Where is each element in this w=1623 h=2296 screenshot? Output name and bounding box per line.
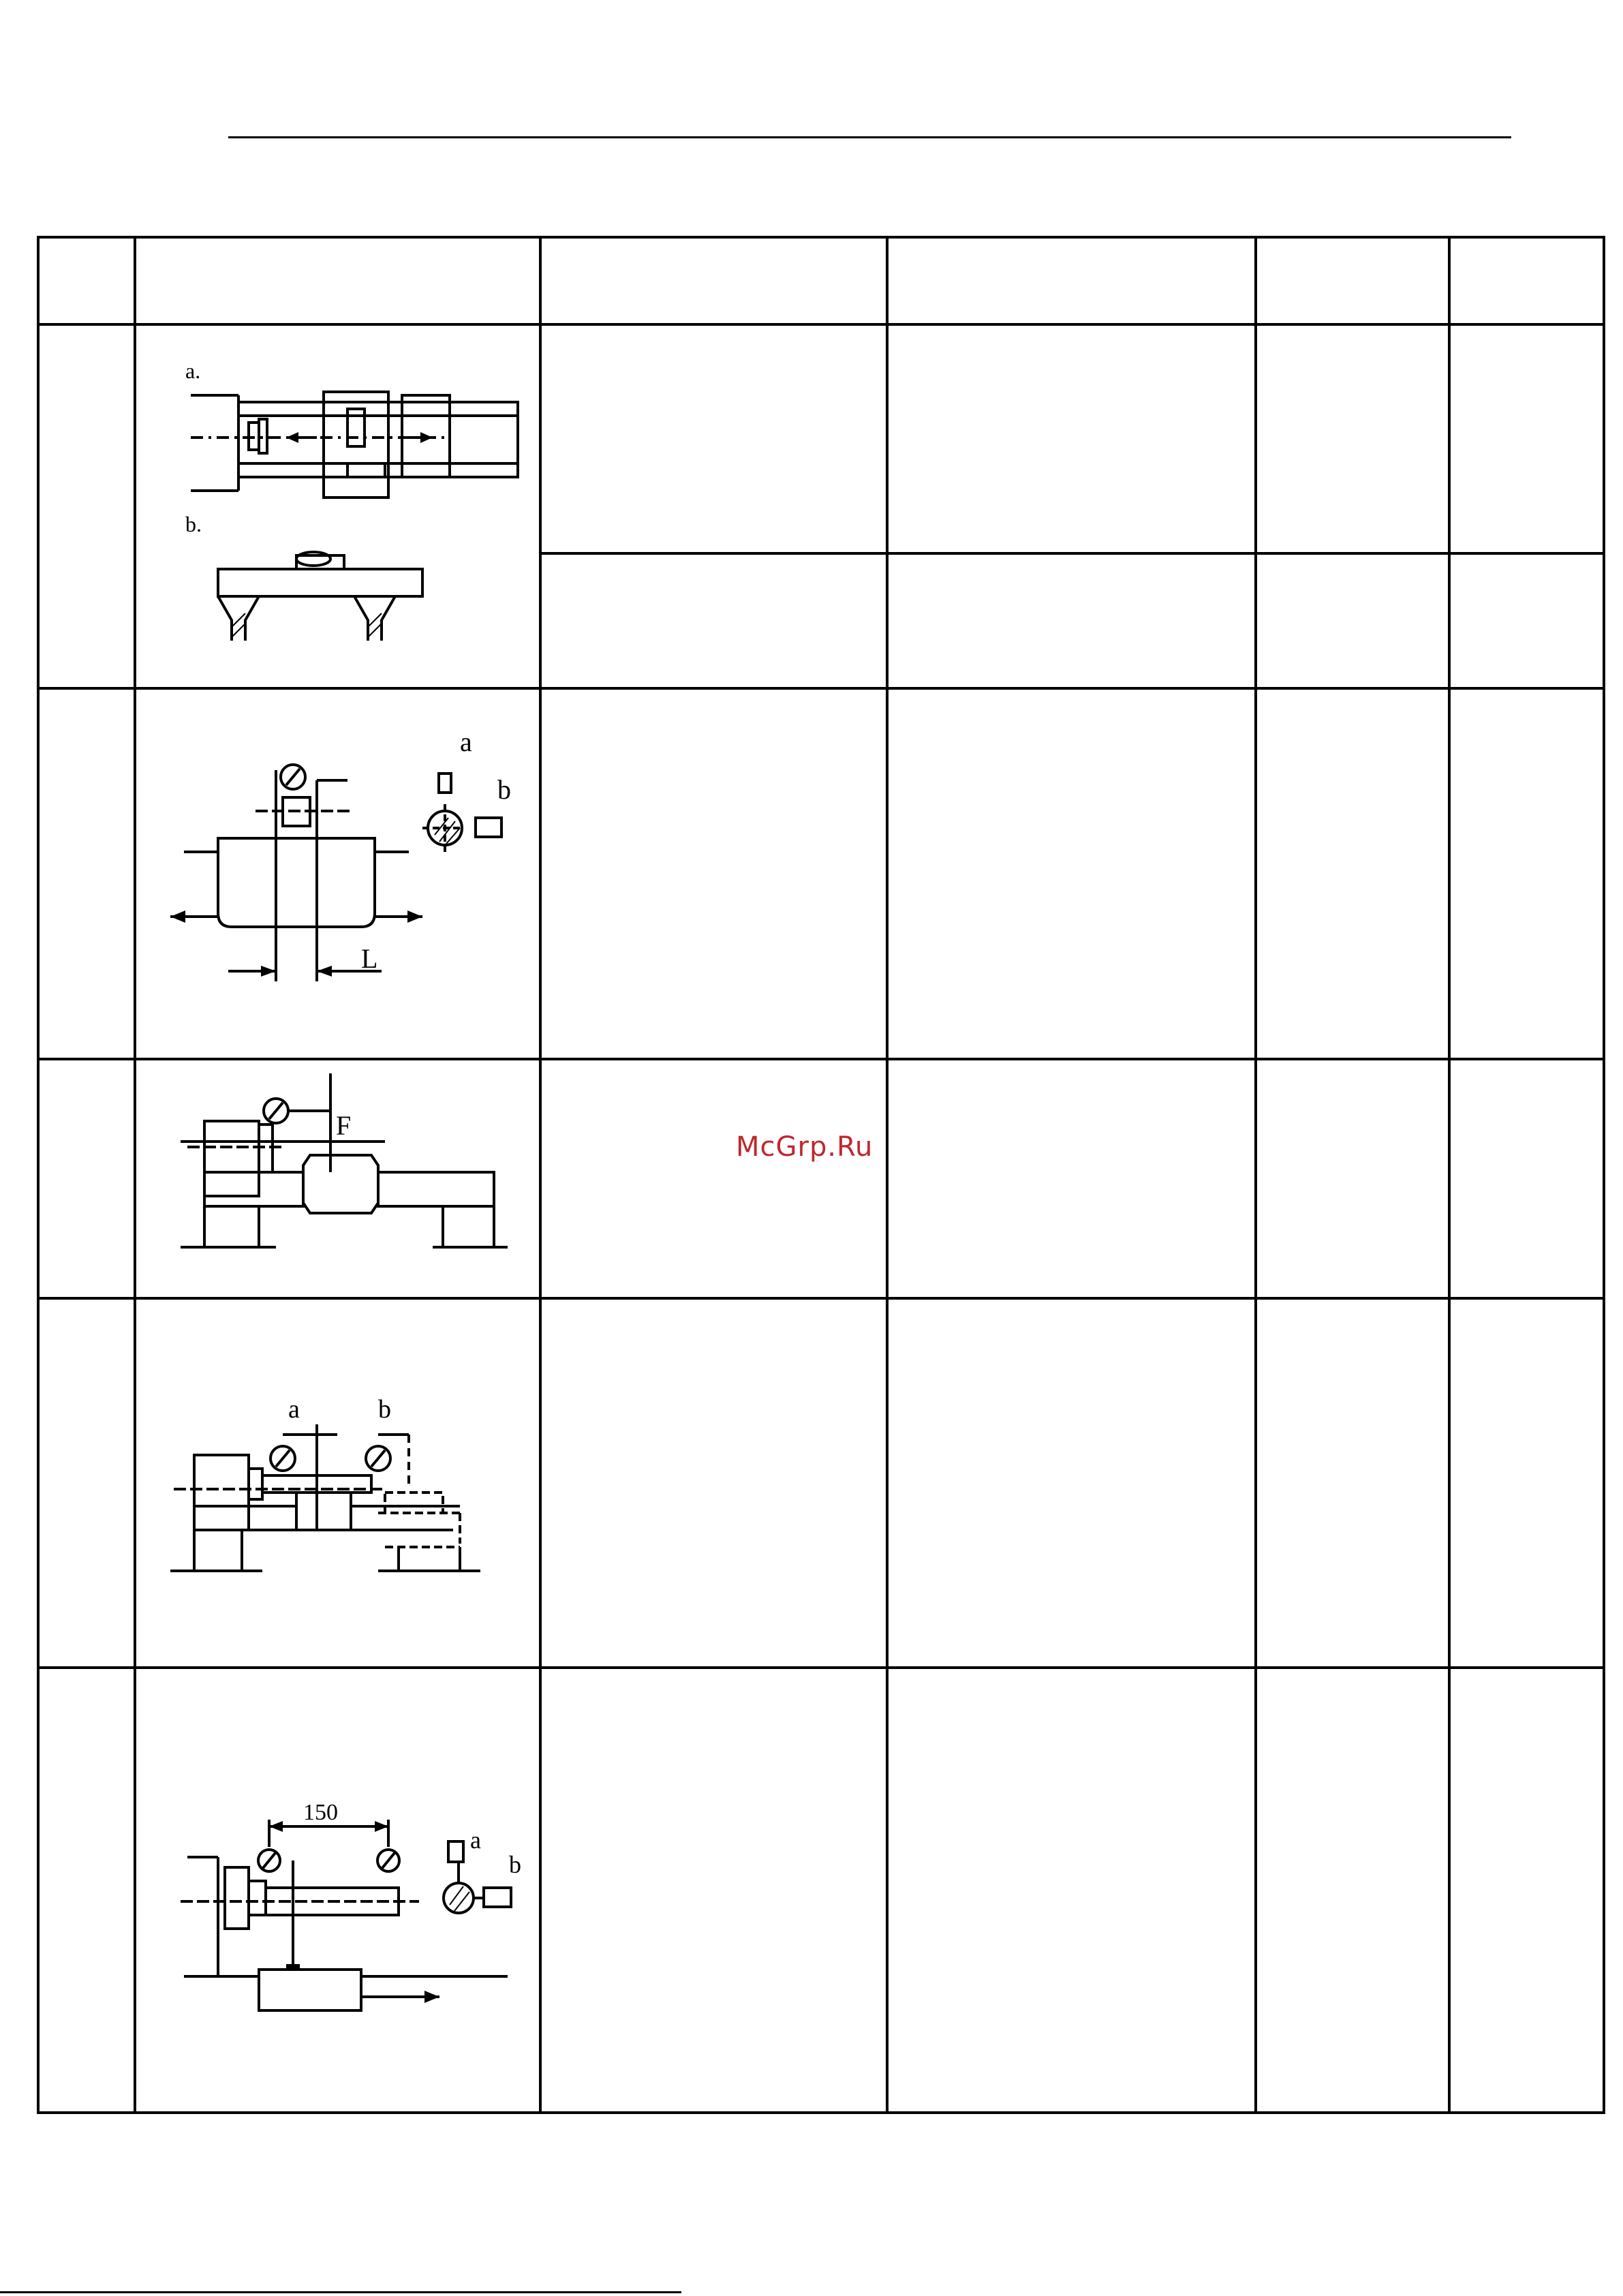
watermark: McGrp.Ru (736, 1131, 874, 1163)
figure-row3-label-F: F (336, 1110, 352, 1141)
figure-row4-label-b: b (378, 1395, 391, 1424)
figure-row5-dim-label: 150 (303, 1800, 338, 1825)
figure-row1-label-b: b. (185, 512, 202, 536)
figure-row2-label-a: a (460, 726, 472, 757)
figure-row2-label-b: b (497, 774, 511, 805)
figure-row2 (164, 722, 531, 1009)
figure-row1 (177, 354, 450, 647)
figure-row5-label-b: b (509, 1851, 521, 1878)
figure-row5 (174, 1792, 542, 2017)
figure-row3 (174, 1067, 528, 1271)
figure-row2-label-L: L (361, 943, 378, 974)
figure-row4 (167, 1387, 494, 1578)
figure-row4-label-a: a (288, 1395, 300, 1424)
figure-row1-label-a: a. (185, 358, 201, 383)
figure-row5-label-a: a (470, 1826, 481, 1854)
